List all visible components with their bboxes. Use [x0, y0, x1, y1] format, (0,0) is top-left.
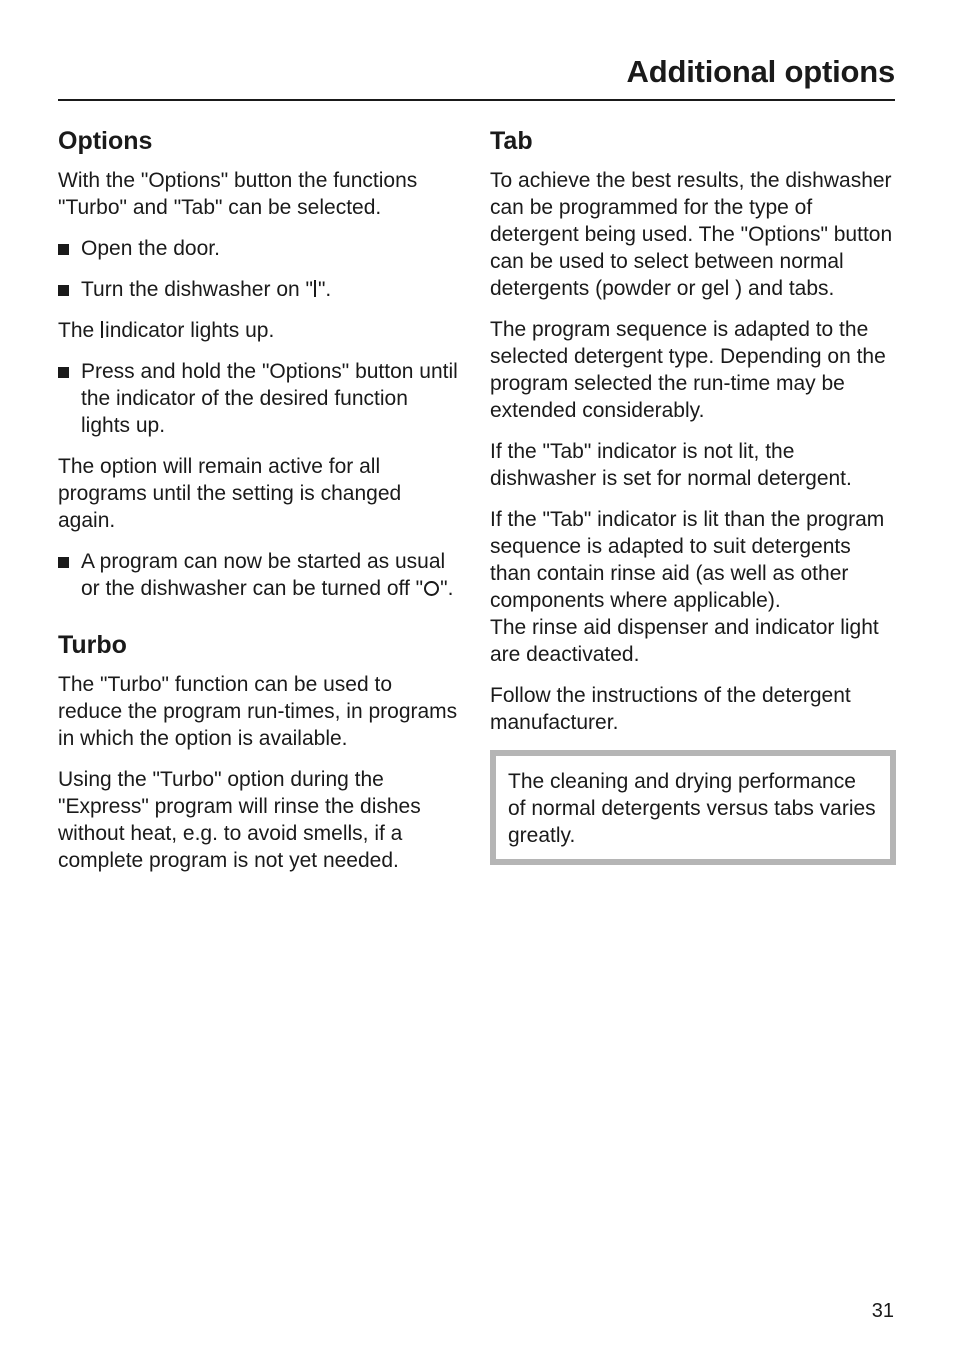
- note-box: [490, 750, 896, 865]
- options-intro: With the "Options" button the functions "Turbo" and "Tab" can be selected.: [58, 169, 418, 219]
- bullet-square-icon: [58, 285, 69, 296]
- step-text: Press and hold the "Options" button until the indicator of the desired function lights up.: [81, 360, 458, 437]
- indicator-prefix: The: [58, 319, 95, 342]
- on-indicator-icon: [101, 321, 103, 338]
- remain-active-text: The option will remain active for all programs until the setting is changed again.: [58, 455, 402, 532]
- turbo-paragraph-2: Using the "Turbo" option during the "Express" program will rinse the dishes without heat, e.g. to avoid smells, if a complete program is not yet needed.: [58, 768, 421, 872]
- page-title: Additional options: [626, 54, 895, 89]
- tab-paragraph-4: [490, 506, 896, 668]
- right-column: [490, 126, 896, 865]
- bullet-square-icon: [58, 367, 69, 378]
- tab-paragraph-2: The program sequence is adapted to the selected detergent type. Depending on the program selected the run-time may be extended considerably.: [490, 318, 886, 422]
- page-number: 31: [871, 1300, 894, 1322]
- tab-paragraph-4-line-2: The rinse aid dispenser and indicator light are deactivated.: [490, 616, 879, 666]
- off-symbol-icon: [424, 581, 439, 596]
- bullet-square-icon: [58, 244, 69, 255]
- step-turn-on: [58, 276, 458, 303]
- tab-heading: Tab: [490, 127, 533, 155]
- step-start-program: [58, 548, 458, 602]
- step-text-prefix: Turn the dishwasher on ": [81, 278, 313, 301]
- step-text-prefix: A program can now be started as usual or the dishwasher can be turned off ": [81, 550, 446, 600]
- on-symbol-icon: [314, 280, 316, 297]
- step-text-suffix: ".: [317, 278, 332, 301]
- step-press-hold: [58, 358, 458, 439]
- turbo-paragraph-1: The "Turbo" function can be used to reduce the program run-times, in programs in which the option is available.: [58, 673, 458, 750]
- step-open-door: [58, 235, 458, 262]
- turbo-heading: Turbo: [58, 631, 127, 659]
- step-text: Open the door.: [81, 237, 220, 260]
- left-column: [58, 126, 458, 888]
- note-text: The cleaning and drying performance of normal detergents versus tabs varies greatly.: [508, 770, 876, 847]
- page-header: [58, 52, 895, 101]
- indicator-text: [58, 317, 458, 344]
- tab-paragraph-5: Follow the instructions of the detergent manufacturer.: [490, 684, 851, 734]
- tab-paragraph-4-line-1: If the "Tab" indicator is lit than the program sequence is adapted to suit detergents than contain rinse aid (as well as other components where applicable).: [490, 508, 885, 612]
- tab-paragraph-3: If the "Tab" indicator is not lit, the dishwasher is set for normal detergent.: [490, 440, 852, 490]
- bullet-square-icon: [58, 557, 69, 568]
- tab-paragraph-1: To achieve the best results, the dishwasher can be programmed for the type of detergent being used. The "Options" button can be used to select between normal detergents (powder or gel ) and tabs.: [490, 169, 893, 300]
- options-heading: Options: [58, 127, 153, 155]
- step-text-suffix: ".: [440, 577, 454, 600]
- indicator-suffix: indicator lights up.: [105, 319, 275, 342]
